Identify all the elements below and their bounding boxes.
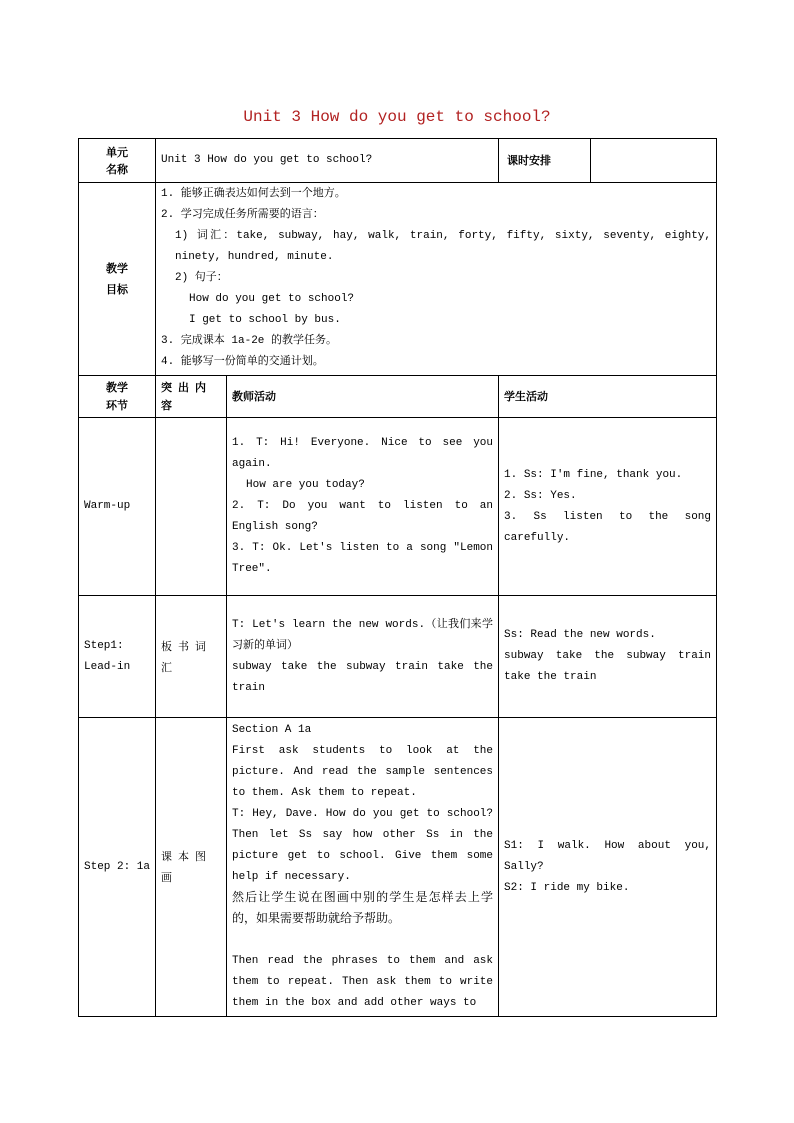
teacher-line: 3. T: Ok. Let's listen to a song "Lemon Tree".	[232, 542, 494, 575]
table-row	[79, 596, 717, 718]
stage-cell: Warm-up	[79, 418, 156, 596]
teacher-activity-cell	[227, 418, 499, 596]
student-activity-cell	[499, 596, 717, 718]
student-line: 1. Ss: I'm fine, thank you.	[504, 468, 683, 481]
student-line: S2: I ride my bike.	[504, 881, 630, 894]
teacher-line: First ask students to look at the picture. And read the sample sentences to them. Ask them to repeat.	[232, 745, 494, 799]
objectives-label: 教学 目标	[79, 183, 156, 376]
student-activity-cell	[499, 718, 717, 1017]
teacher-line: Section A 1a	[232, 724, 312, 736]
header-row	[79, 139, 717, 183]
teacher-header: 教师活动	[227, 376, 499, 418]
teacher-line: T: Let's learn the new words.（让我们来学习新的单词）	[232, 618, 494, 652]
teacher-line: subway take the subway train take the train	[232, 660, 494, 694]
teacher-line: 1. T: Hi! Everyone. Nice to see you again.	[232, 437, 494, 470]
student-line: subway take the subway train take the train	[504, 650, 712, 683]
stage-header: 教学 环节	[79, 376, 156, 418]
student-line: 2. Ss: Yes.	[504, 489, 577, 502]
student-line: S1: I walk. How about you, Sally?	[504, 839, 712, 873]
student-line: 3. Ss listen to the song carefully.	[504, 510, 712, 544]
schedule-label: 课时安排	[499, 139, 591, 183]
teacher-line: How are you today?	[246, 479, 365, 491]
objectives-row	[79, 183, 717, 376]
unit-label: 单元 名称	[79, 139, 156, 183]
teacher-line: T: Hey, Dave. How do you get to school? Then let Ss say how other Ss in the picture get to school. Give them some help if necessary.	[232, 808, 494, 883]
objective-item: 4. 能够写一份简单的交通计划。	[161, 356, 324, 368]
objective-item: How do you get to school?	[189, 293, 355, 305]
stage-cell: Step1: Lead-in	[79, 596, 156, 718]
objective-item: 3. 完成课本 1a-2e 的教学任务。	[161, 335, 338, 347]
column-header-row	[79, 376, 717, 418]
stage-cell: Step 2: 1a	[79, 718, 156, 1017]
table-row	[79, 418, 717, 596]
page-title: Unit 3 How do you get to school?	[243, 108, 551, 126]
objective-item: 2. 学习完成任务所需要的语言：	[161, 209, 324, 221]
objective-item: 1) 词汇：take, subway, hay, walk, train, forty, fifty, sixty, seventy, eighty, ninety, hundred, minute.	[175, 230, 712, 263]
content-cell: 板书词汇	[156, 596, 227, 718]
content-cell: 课本图画	[156, 718, 227, 1017]
teacher-line: 然后让学生说在图画中别的学生是怎样去上学的，如果需要帮助就给予帮助。	[232, 891, 494, 926]
student-line: Ss: Read the new words.	[504, 629, 656, 641]
table-row	[79, 718, 717, 1017]
teacher-line-blank	[232, 930, 493, 951]
student-header: 学生活动	[499, 376, 717, 418]
objective-item: I get to school by bus.	[189, 314, 341, 326]
teacher-line: 2. T: Do you want to listen to an English song?	[232, 500, 494, 533]
lesson-plan-table	[78, 138, 717, 1017]
objectives-list	[156, 183, 717, 376]
student-activity-cell	[499, 418, 717, 596]
teacher-activity-cell	[227, 718, 499, 1017]
teacher-line: Then read the phrases to them and ask them to repeat. Then ask them to write them in the box and add other ways to	[232, 955, 494, 1009]
objective-item: 1. 能够正确表达如何去到一个地方。	[161, 188, 346, 200]
content-header: 突出内容	[156, 376, 227, 418]
teacher-activity-cell	[227, 596, 499, 718]
unit-value: Unit 3 How do you get to school?	[156, 139, 499, 183]
content-cell	[156, 418, 227, 596]
schedule-value	[591, 139, 717, 183]
objective-item: 2) 句子：	[175, 272, 228, 284]
